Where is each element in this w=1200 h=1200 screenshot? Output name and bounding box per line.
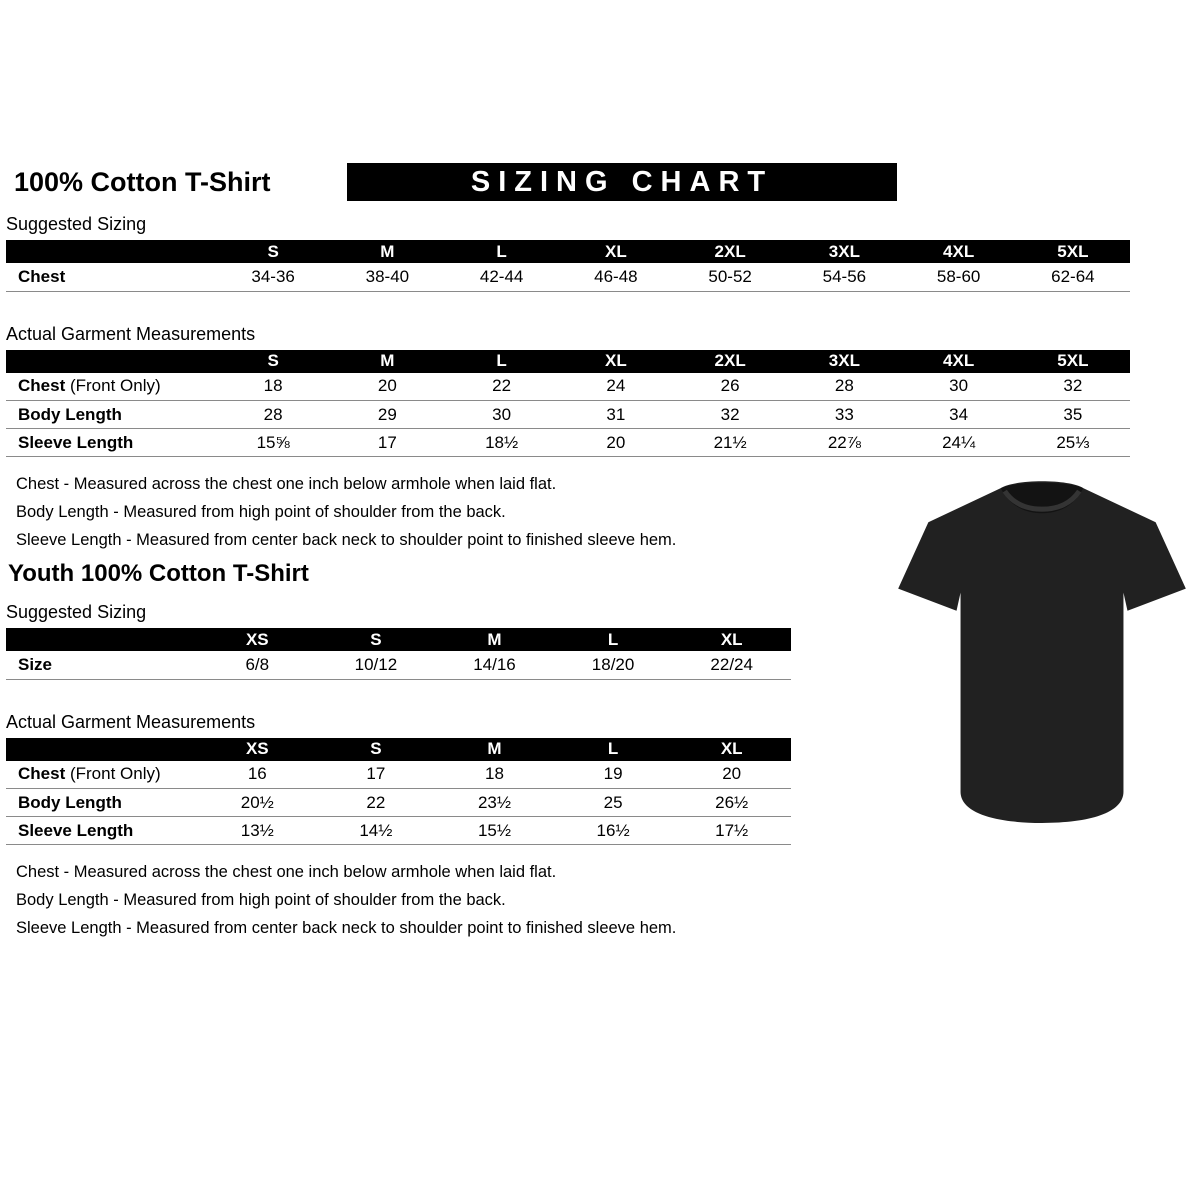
value-cell: 20½ <box>198 789 317 817</box>
value-cell: 38-40 <box>330 263 444 291</box>
note-line: Body Length - Measured from high point of shoulder from the back. <box>16 503 506 521</box>
header-cell: S <box>216 240 330 263</box>
table-row <box>6 817 791 845</box>
value-cell: 50-52 <box>673 263 787 291</box>
value-cell: 19 <box>554 761 673 789</box>
value-cell: 34-36 <box>216 263 330 291</box>
value-cell: 62-64 <box>1016 263 1130 291</box>
table-row <box>6 429 1130 457</box>
value-cell: 25 <box>554 789 673 817</box>
table-row <box>6 761 791 789</box>
table-row <box>6 651 791 679</box>
header-cell: XS <box>198 738 317 761</box>
table-row <box>6 373 1130 401</box>
row-label-text: Chest <box>18 266 66 286</box>
value-cell: 58-60 <box>902 263 1016 291</box>
value-cell: 13½ <box>198 817 317 845</box>
note-line: Chest - Measured across the chest one inch below armhole when laid flat. <box>16 863 557 881</box>
header-cell-blank <box>6 350 216 373</box>
header-cell: 4XL <box>902 350 1016 373</box>
value-cell: 28 <box>787 373 901 401</box>
value-cell: 24 <box>559 373 673 401</box>
header-row-top <box>6 163 1136 201</box>
value-cell: 17½ <box>672 817 791 845</box>
adult-garment-measurements-table <box>6 350 1130 458</box>
header-cell: M <box>435 738 554 761</box>
value-cell: 15½ <box>435 817 554 845</box>
youth-garment-measurements-table <box>6 738 791 846</box>
row-label-text: Chest <box>18 376 66 396</box>
value-cell: 42-44 <box>445 263 559 291</box>
value-cell: 16½ <box>554 817 673 845</box>
header-cell: S <box>216 350 330 373</box>
youth-section-title: Youth 100% Cotton T-Shirt <box>8 560 309 587</box>
row-label-text: Size <box>18 654 53 674</box>
value-cell: 21½ <box>673 429 787 457</box>
adult-suggested-sizing-table <box>6 240 1130 292</box>
adult-suggested-heading: Suggested Sizing <box>6 214 147 234</box>
header-cell: XL <box>672 738 791 761</box>
row-label <box>6 401 216 429</box>
note-line: Sleeve Length - Measured from center back neck to shoulder point to finished sleeve hem. <box>16 531 677 549</box>
adult-garment-heading: Actual Garment Measurements <box>6 323 256 344</box>
header-row <box>6 240 1130 263</box>
value-cell: 46-48 <box>559 263 673 291</box>
value-cell: 18 <box>216 373 330 401</box>
row-label <box>6 373 216 401</box>
row-label <box>6 817 198 845</box>
header-cell: L <box>554 628 673 651</box>
value-cell: 18 <box>435 761 554 789</box>
value-cell: 26½ <box>672 789 791 817</box>
value-cell: 54-56 <box>787 263 901 291</box>
value-cell: 26 <box>673 373 787 401</box>
value-cell: 29 <box>330 401 444 429</box>
value-cell: 18/20 <box>554 651 673 679</box>
row-label <box>6 651 198 679</box>
value-cell: 23½ <box>435 789 554 817</box>
header-cell-blank <box>6 628 198 651</box>
value-cell: 15⅝ <box>216 429 330 457</box>
header-cell: 2XL <box>673 240 787 263</box>
header-cell: 3XL <box>787 350 901 373</box>
header-cell: S <box>317 628 436 651</box>
value-cell: 25⅓ <box>1016 429 1130 457</box>
table-row <box>6 789 791 817</box>
table-row <box>6 401 1130 429</box>
value-cell: 16 <box>198 761 317 789</box>
value-cell: 14/16 <box>435 651 554 679</box>
header-row <box>6 738 791 761</box>
header-cell: L <box>445 350 559 373</box>
youth-suggested-sizing-table <box>6 628 791 680</box>
value-cell: 35 <box>1016 401 1130 429</box>
header-cell: XL <box>559 350 673 373</box>
row-label-text: Body Length <box>18 404 122 424</box>
value-cell: 18½ <box>445 429 559 457</box>
header-row <box>6 628 791 651</box>
header-cell: M <box>435 628 554 651</box>
header-cell: 2XL <box>673 350 787 373</box>
value-cell: 20 <box>672 761 791 789</box>
value-cell: 22/24 <box>672 651 791 679</box>
row-label <box>6 761 198 789</box>
table-row <box>6 263 1130 291</box>
value-cell: 14½ <box>317 817 436 845</box>
header-cell: XL <box>559 240 673 263</box>
header-cell: XL <box>672 628 791 651</box>
header-cell: L <box>445 240 559 263</box>
value-cell: 6/8 <box>198 651 317 679</box>
row-label <box>6 429 216 457</box>
tshirt-image <box>896 474 1188 826</box>
value-cell: 31 <box>559 401 673 429</box>
header-cell: M <box>330 240 444 263</box>
value-cell: 20 <box>559 429 673 457</box>
value-cell: 22 <box>317 789 436 817</box>
header-cell: 5XL <box>1016 350 1130 373</box>
sizing-chart-banner: SIZING CHART <box>347 163 897 201</box>
row-label-suffix: (Front Only) <box>65 376 161 396</box>
header-cell: 5XL <box>1016 240 1130 263</box>
value-cell: 17 <box>317 761 436 789</box>
header-cell: XS <box>198 628 317 651</box>
value-cell: 28 <box>216 401 330 429</box>
value-cell: 20 <box>330 373 444 401</box>
value-cell: 17 <box>330 429 444 457</box>
header-cell: 4XL <box>902 240 1016 263</box>
header-cell: L <box>554 738 673 761</box>
value-cell: 32 <box>673 401 787 429</box>
value-cell: 22 <box>445 373 559 401</box>
note-line: Chest - Measured across the chest one inch below armhole when laid flat. <box>16 475 557 493</box>
value-cell: 30 <box>902 373 1016 401</box>
youth-measurement-notes <box>6 864 1136 936</box>
row-label-text: Sleeve Length <box>18 820 134 840</box>
header-cell: 3XL <box>787 240 901 263</box>
value-cell: 24¼ <box>902 429 1016 457</box>
value-cell: 30 <box>445 401 559 429</box>
header-cell-blank <box>6 738 198 761</box>
note-line: Sleeve Length - Measured from center back neck to shoulder point to finished sleeve hem. <box>16 919 677 937</box>
row-label <box>6 263 216 291</box>
header-cell-blank <box>6 240 216 263</box>
value-cell: 33 <box>787 401 901 429</box>
row-label-text: Chest <box>18 764 66 784</box>
tshirt-graphic <box>896 474 1188 826</box>
row-label-suffix: (Front Only) <box>65 764 161 784</box>
row-label-text: Sleeve Length <box>18 432 134 452</box>
youth-suggested-heading: Suggested Sizing <box>6 602 147 622</box>
header-cell: S <box>317 738 436 761</box>
adult-section-title: 100% Cotton T-Shirt <box>14 166 271 197</box>
value-cell: 22⅞ <box>787 429 901 457</box>
value-cell: 34 <box>902 401 1016 429</box>
row-label <box>6 789 198 817</box>
row-label-text: Body Length <box>18 792 122 812</box>
youth-garment-heading: Actual Garment Measurements <box>6 711 256 732</box>
header-row <box>6 350 1130 373</box>
value-cell: 10/12 <box>317 651 436 679</box>
header-cell: M <box>330 350 444 373</box>
note-line: Body Length - Measured from high point of shoulder from the back. <box>16 891 506 909</box>
value-cell: 32 <box>1016 373 1130 401</box>
